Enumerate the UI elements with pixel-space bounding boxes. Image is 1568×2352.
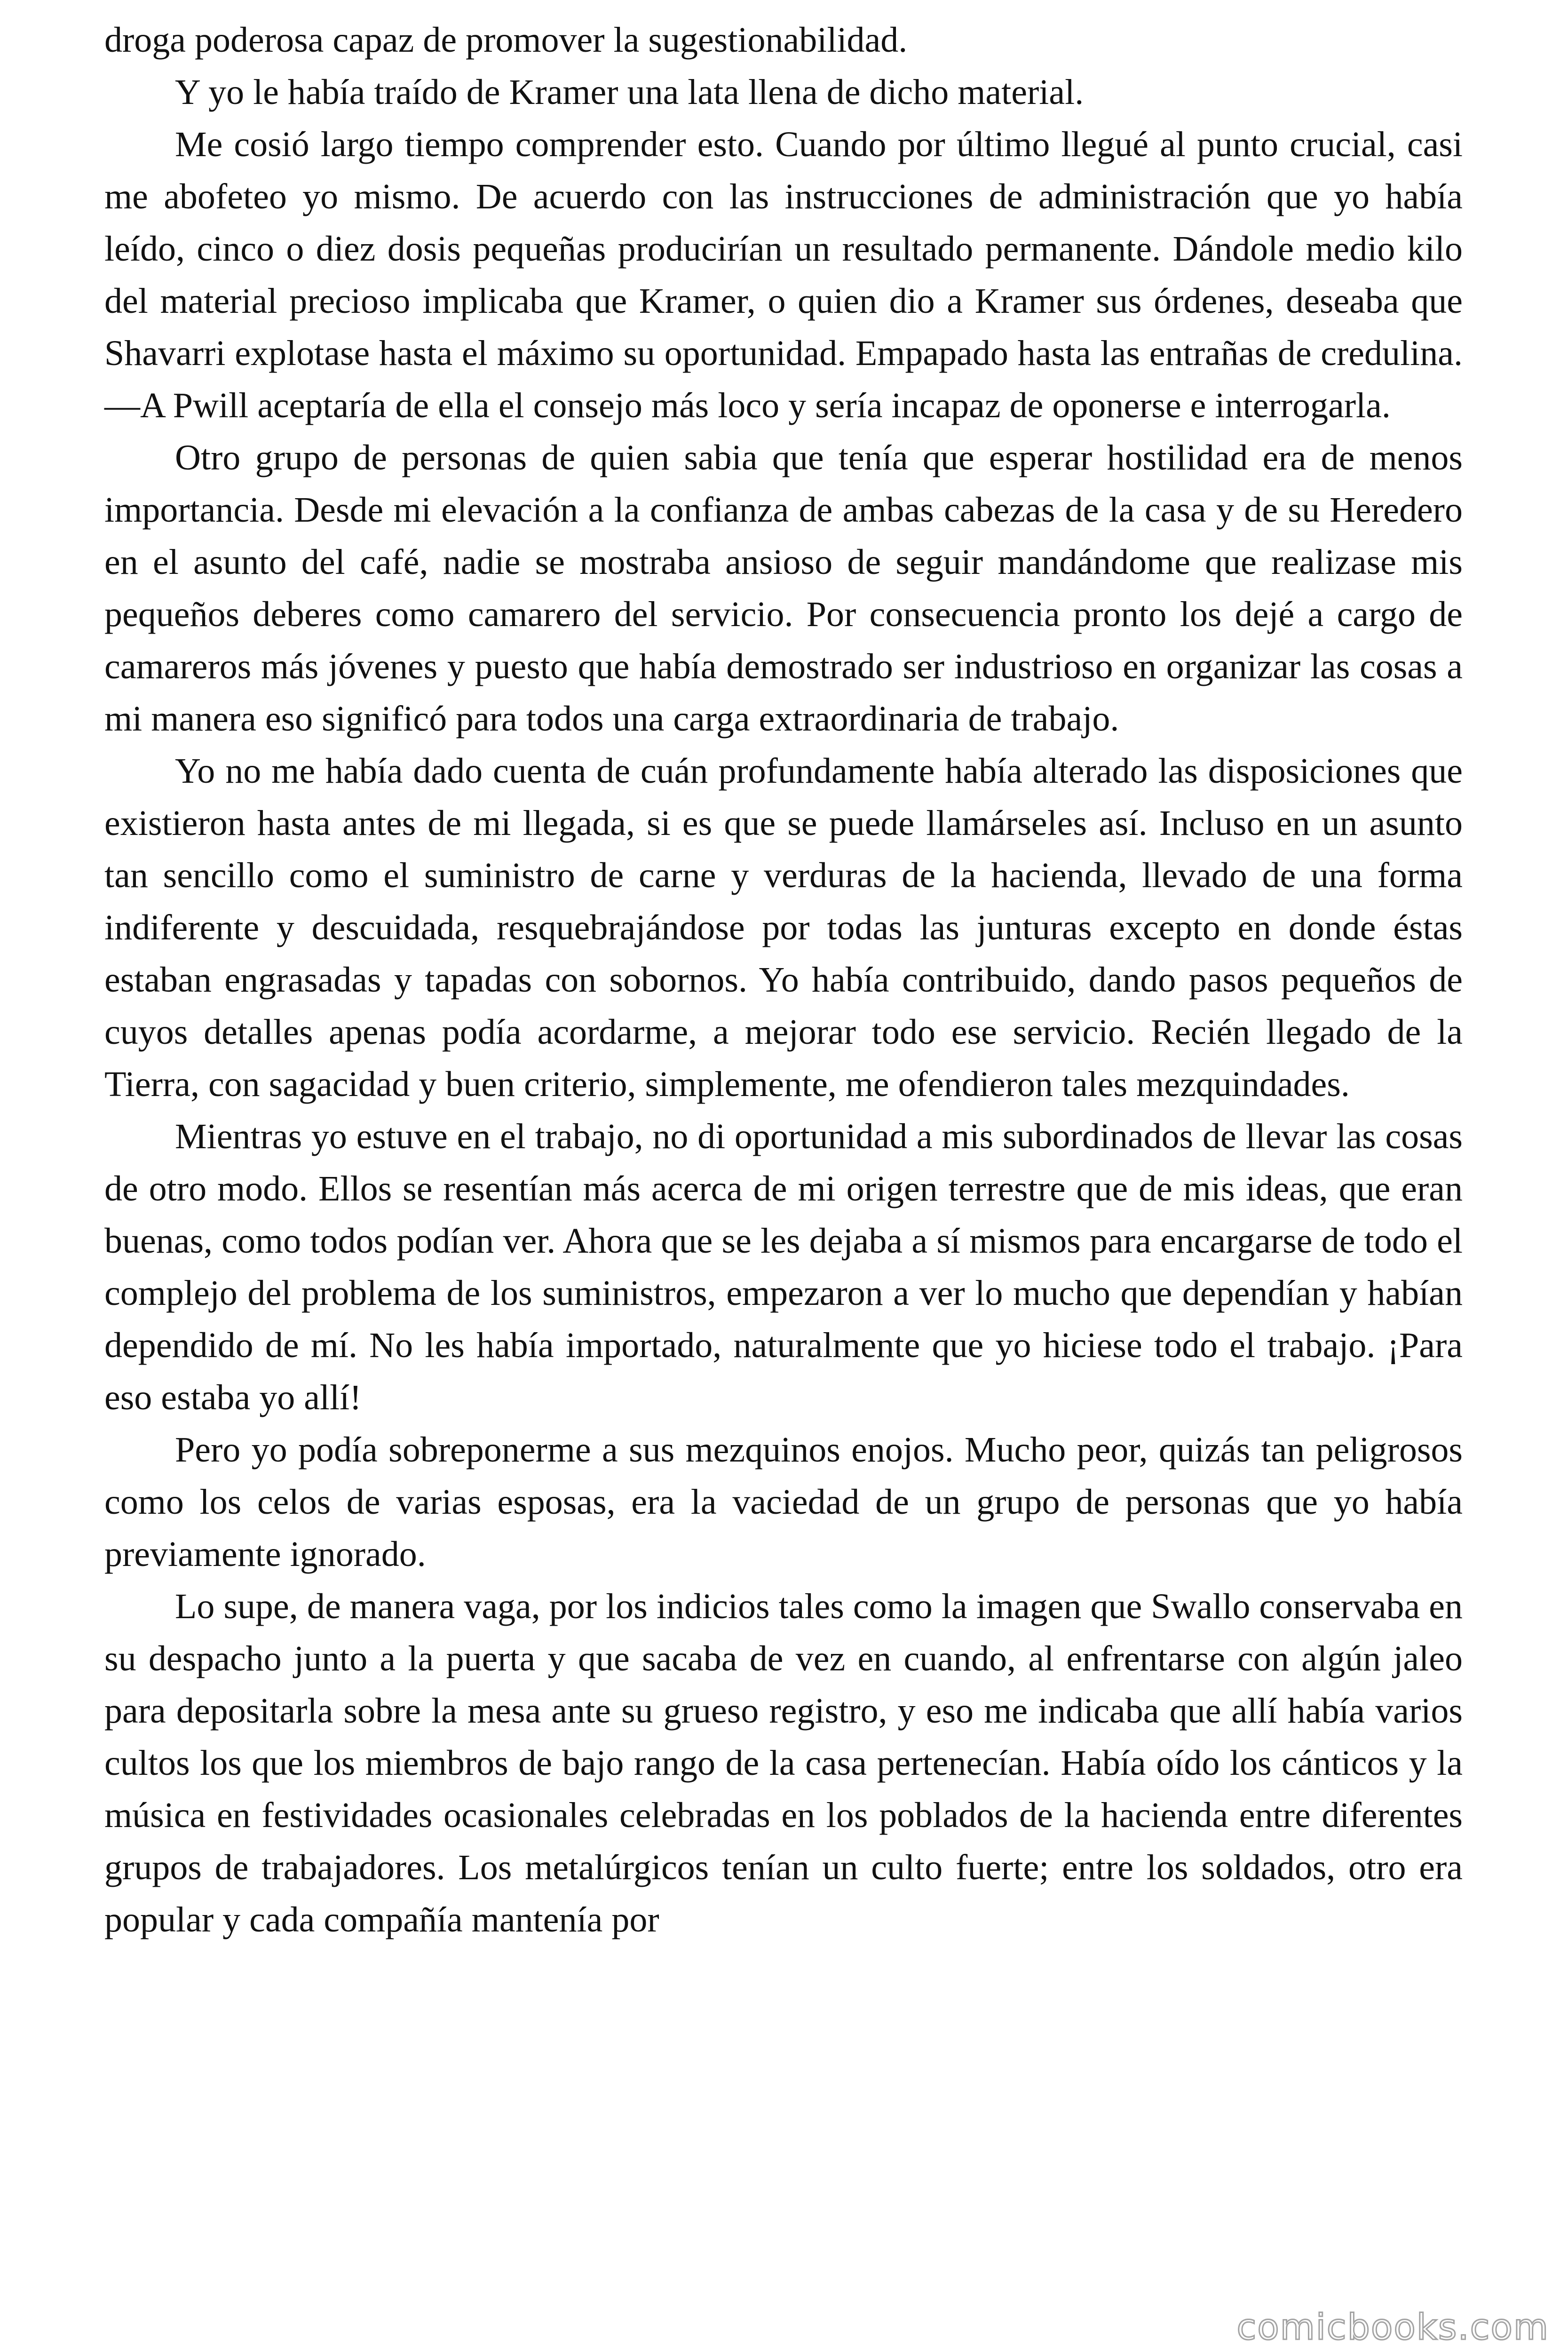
document-page — [104, 14, 1463, 1946]
watermark: comicbooks.com — [1236, 2306, 1549, 2348]
paragraph: Yo no me había dado cuenta de cuán profundamente había alterado las disposiciones que existieron hasta antes de mi llegada, si es que se puede llamárseles así. Incluso en un asunto tan sencillo como el suministro de carne y verduras de la hacienda, llevado de una forma indiferente y descuidada, resquebrajándose por todas las junturas excepto en donde éstas estaban engrasadas y tapadas con sobornos. Yo había contribuido, dando pasos pequeños de cuyos detalles apenas podía acordarme, a mejorar todo ese servicio. Recién llegado de la Tierra, con sagacidad y buen criterio, simplemente, me ofendieron tales mezquindades. — [104, 751, 1463, 1104]
paragraph: Y yo le había traído de Kramer una lata llena de dicho material. — [175, 72, 1084, 112]
paragraph: Pero yo podía sobreponerme a sus mezquinos enojos. Mucho peor, quizás tan peligrosos como los celos de varias esposas, era la vaciedad de un grupo de personas que yo había previamente ignorado. — [104, 1430, 1463, 1574]
paragraph: Otro grupo de personas de quien sabia que tenía que esperar hostilidad era de menos importancia. Desde mi elevación a la confianza de ambas cabezas de la casa y de su Heredero en el asunto del café, nadie se mostraba ansioso de seguir mandándome que realizase mis pequeños deberes como camarero del servicio. Por consecuencia pronto los dejé a cargo de camareros más jóvenes y puesto que había demostrado ser industrioso en organizar las cosas a mi manera eso significó para todos una carga extraordinaria de trabajo. — [104, 438, 1463, 739]
paragraph-continued: droga poderosa capaz de promover la sugestionabilidad. — [104, 20, 908, 60]
paragraph: Me cosió largo tiempo comprender esto. Cuando por último llegué al punto crucial, casi me abofeteo yo mismo. De acuerdo con las instrucciones de administración que yo había leído, cinco o diez dosis pequeñas producirían un resultado permanente. Dándole medio kilo del material precioso implicaba que Kramer, o quien dio a Kramer sus órdenes, deseaba que Shavarri explotase hasta el máximo su oportunidad. Empapado hasta las entrañas de credulina. —A Pwill aceptaría de ella el consejo más loco y sería incapaz de oponerse e interrogarla. — [104, 125, 1463, 425]
paragraph: Mientras yo estuve en el trabajo, no di oportunidad a mis subordinados de llevar las cosas de otro modo. Ellos se resentían más acerca de mi origen terrestre que de mis ideas, que eran buenas, como todos podían ver. Ahora que se les dejaba a sí mismos para encargarse de todo el complejo del problema de los suministros, empezaron a ver lo mucho que dependían y habían dependido de mí. No les había importado, naturalmente que yo hiciese todo el trabajo. ¡Para eso estaba yo allí! — [104, 1117, 1463, 1417]
paragraph: Lo supe, de manera vaga, por los indicios tales como la imagen que Swallo conservaba en su despacho junto a la puerta y que sacaba de vez en cuando, al enfrentarse con algún jaleo para depositarla sobre la mesa ante su grueso registro, y eso me indicaba que allí había varios cultos los que los miembros de bajo rango de la casa pertenecían. Había oído los cánticos y la música en festividades ocasionales celebradas en los poblados de la hacienda entre diferentes grupos de trabajadores. Los metalúrgicos tenían un culto fuerte; entre los soldados, otro era popular y cada compañía mantenía por — [104, 1587, 1463, 1939]
